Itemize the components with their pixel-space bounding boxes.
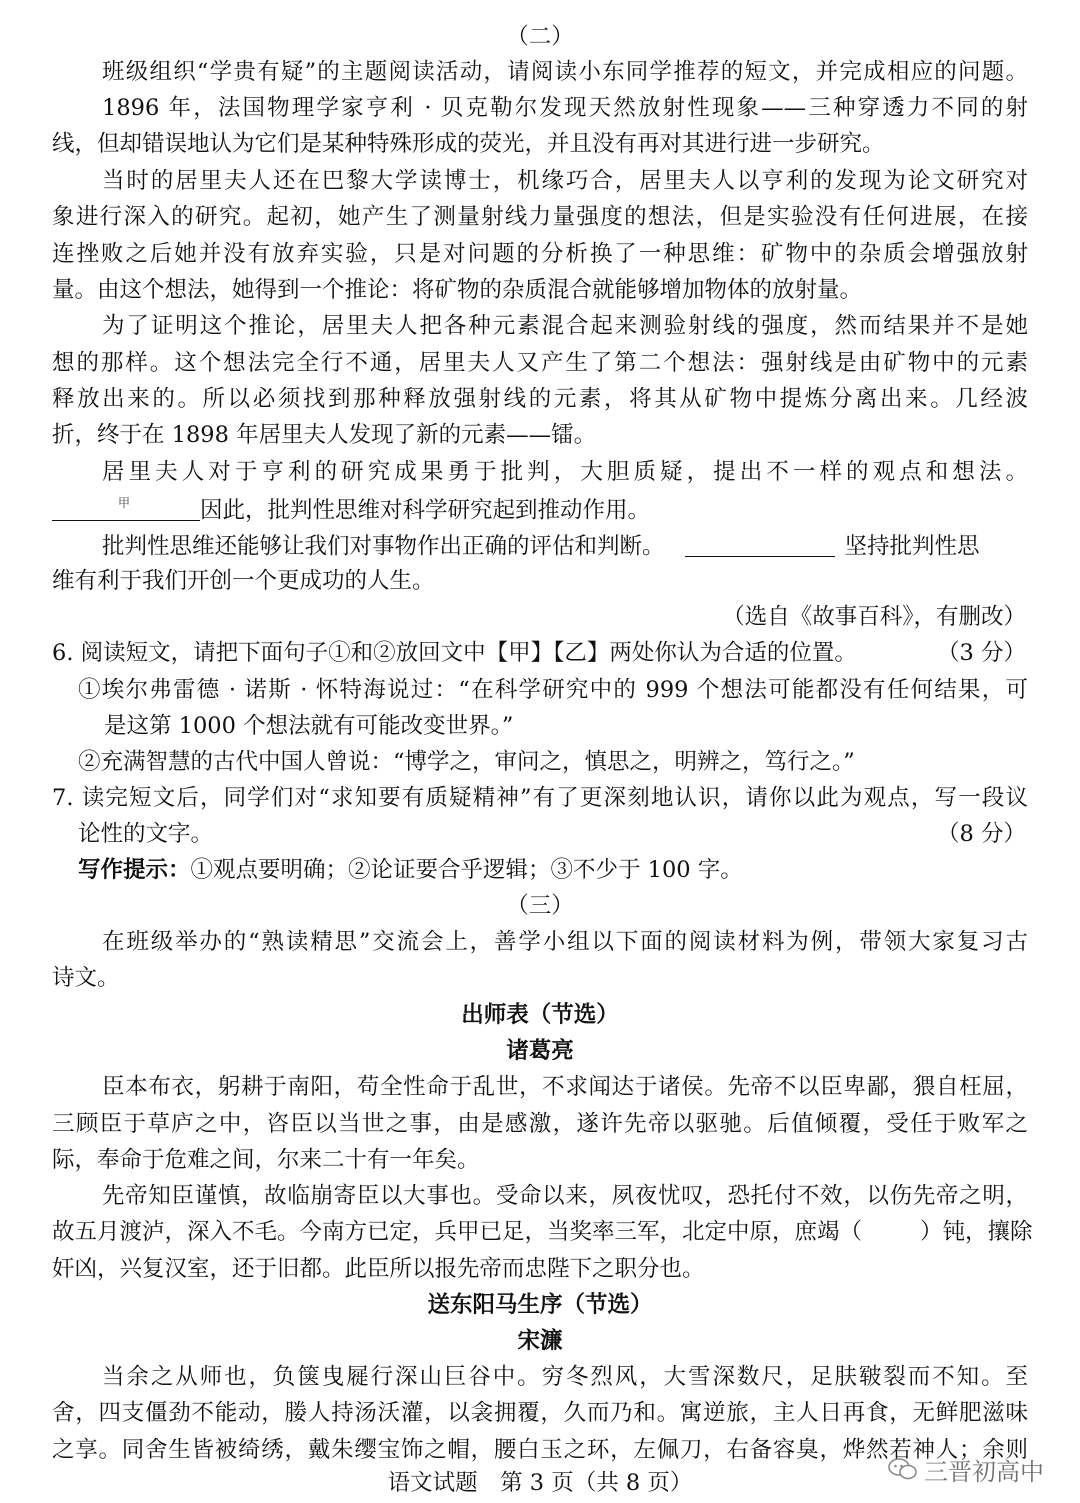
text-1-title: 出师表（节选） bbox=[461, 1002, 619, 1028]
classical-line: 舍，四支僵劲不能动，媵人持汤沃灌，以衾拥覆，久而乃和。寓逆旅，主人日再食，无鲜肥滋味 bbox=[52, 1400, 1028, 1426]
passage-line: 连挫败之后她并没有放弃实验，只是对问题的分析换了一种思维：矿物中的杂质会增强放射 bbox=[52, 241, 1028, 267]
question-7-score: （8 分） bbox=[937, 821, 1026, 847]
passage-line: 折，终于在 1898 年居里夫人发现了新的元素——镭。 bbox=[52, 422, 597, 448]
passage-text: 因此，批判性思维对科学研究起到推动作用。 bbox=[200, 497, 651, 524]
passage-line bbox=[52, 497, 650, 522]
section-3-intro: 在班级举办的“熟读精思”交流会上，善学小组以下面的阅读材料为例，带领大家复习古 bbox=[102, 929, 1028, 955]
passage-line: 线，但却错误地认为它们是某种特殊形成的荧光，并且没有再对其进行进一步研究。 bbox=[52, 131, 885, 157]
text-1-author: 诸葛亮 bbox=[506, 1038, 574, 1064]
watermark-text: 三晋初高中 bbox=[924, 1458, 1044, 1486]
question-6-stem: 6. 阅读短文，请把下面句子①和②放回文中【甲】【乙】两处你认为合适的位置。 bbox=[52, 640, 857, 666]
passage-line: 居里夫人对于亨利的研究成果勇于批判，大胆质疑，提出不一样的观点和想法。 bbox=[102, 459, 1028, 485]
classical-line: 之享。同舍生皆被绮绣，戴朱缨宝饰之帽，腰白玉之环，左佩刀，右备容臭，烨然若神人；余则 bbox=[52, 1437, 1028, 1463]
classical-line: 先帝知臣谨慎，故临崩寄臣以大事也。受命以来，夙夜忧叹，恐托付不效，以伤先帝之明， bbox=[102, 1183, 1028, 1209]
question-6-item-2: ②充满智慧的古代中国人曾说：“博学之，审问之，慎思之，明辨之，笃行之。” bbox=[78, 749, 855, 775]
passage-text: 坚持批判性思 bbox=[844, 533, 980, 560]
question-6-score: （3 分） bbox=[937, 640, 1026, 666]
watermark bbox=[888, 1452, 1044, 1487]
section-2-heading: （二） bbox=[506, 24, 574, 50]
text-2-author: 宋濂 bbox=[517, 1328, 563, 1354]
text-2-title: 送东阳马生序（节选） bbox=[427, 1292, 653, 1318]
answer-blank-jia[interactable] bbox=[52, 497, 200, 521]
blank-mark: 甲 bbox=[118, 496, 131, 510]
section-3-intro-cont: 诗文。 bbox=[52, 965, 120, 991]
classical-line: 三顾臣于草庐之中，咨臣以当世之事，由是感激，遂许先帝以驱驰。后值倾覆，受任于败军之 bbox=[52, 1111, 1028, 1137]
passage-line: 1896 年，法国物理学家亨利 · 贝克勒尔发现天然放射性现象——三种穿透力不同的射 bbox=[102, 95, 1028, 121]
page-footer: 语文试题 第 3 页（共 8 页） bbox=[387, 1470, 693, 1496]
classical-line: 臣本布衣，躬耕于南阳，苟全性命于乱世，不求闻达于诸侯。先帝不以臣卑鄙，猥自枉屈， bbox=[102, 1074, 1028, 1100]
question-7-stem: 7. 读完短文后，同学们对“求知要有质疑精神”有了更深刻地认识，请你以此为观点，写一段议 bbox=[52, 785, 1028, 811]
classical-text: ）钝，攘除 bbox=[920, 1219, 1033, 1245]
section-3-heading: （三） bbox=[506, 893, 574, 919]
classical-line bbox=[52, 1221, 1033, 1244]
section-2-intro: 班级组织“学贵有疑”的主题阅读活动，请阅读小东同学推荐的短文，并完成相应的问题。 bbox=[102, 59, 1028, 85]
classical-line: 当余之从师也，负箧曳屣行深山巨谷中。穷冬烈风，大雪深数尺，足肤皲裂而不知。至 bbox=[102, 1364, 1028, 1390]
source-note: （选自《故事百科》，有删改） bbox=[722, 604, 1026, 630]
passage-line: 量。由这个想法，她得到一个推论：将矿物的杂质混合就能够增加物体的放射量。 bbox=[52, 277, 863, 303]
question-7-stem-cont: 论性的文字。 bbox=[78, 821, 214, 847]
writing-tip bbox=[78, 859, 743, 882]
question-6-item-1: ①埃尔弗雷德 · 诺斯 · 怀特海说过：“在科学研究中的 999 个想法可能都没有任何结果，可 bbox=[78, 677, 1028, 703]
chat-bubble-icon bbox=[888, 1457, 918, 1483]
passage-line: 释放出来的。所以必须找到那种释放强射线的元素，将其从矿物中提炼分离出来。几经波 bbox=[52, 386, 1028, 412]
passage-line: 为了证明这个推论，居里夫人把各种元素混合起来测验射线的强度，然而结果并不是她 bbox=[102, 313, 1028, 339]
passage-line: 象进行深入的研究。起初，她产生了测量射线力量强度的想法，但是实验没有任何进展，在接 bbox=[52, 204, 1028, 230]
writing-tip-text: ①观点要明确；②论证要合乎逻辑；③不少于 100 字。 bbox=[190, 857, 743, 883]
question-6-item-1-cont: 是这第 1000 个想法就有可能改变世界。” bbox=[104, 713, 514, 739]
classical-text: 故五月渡泸，深入不毛。今南方已定，兵甲已足，当奖率三军，北定中原，庶竭（ bbox=[52, 1219, 863, 1245]
classical-line: 奸凶，兴复汉室，还于旧都。此臣所以报先帝而忠陛下之职分也。 bbox=[52, 1256, 705, 1282]
passage-line: 当时的居里夫人还在巴黎大学读博士，机缘巧合，居里夫人以亨利的发现为论文研究对 bbox=[102, 168, 1028, 194]
passage-line: 维有利于我们开创一个更成功的人生。 bbox=[52, 568, 435, 594]
answer-blank-yi[interactable] bbox=[685, 533, 835, 557]
classical-line: 际，奉命于危难之间，尔来二十有一年矣。 bbox=[52, 1147, 480, 1173]
passage-line bbox=[102, 533, 980, 558]
writing-tip-label: 写作提示： bbox=[78, 857, 191, 883]
passage-text: 批判性思维还能够让我们对事物作出正确的评估和判断。 bbox=[102, 533, 665, 560]
passage-line: 想的那样。这个想法完全行不通，居里夫人又产生了第二个想法：强射线是由矿物中的元素 bbox=[52, 350, 1028, 376]
